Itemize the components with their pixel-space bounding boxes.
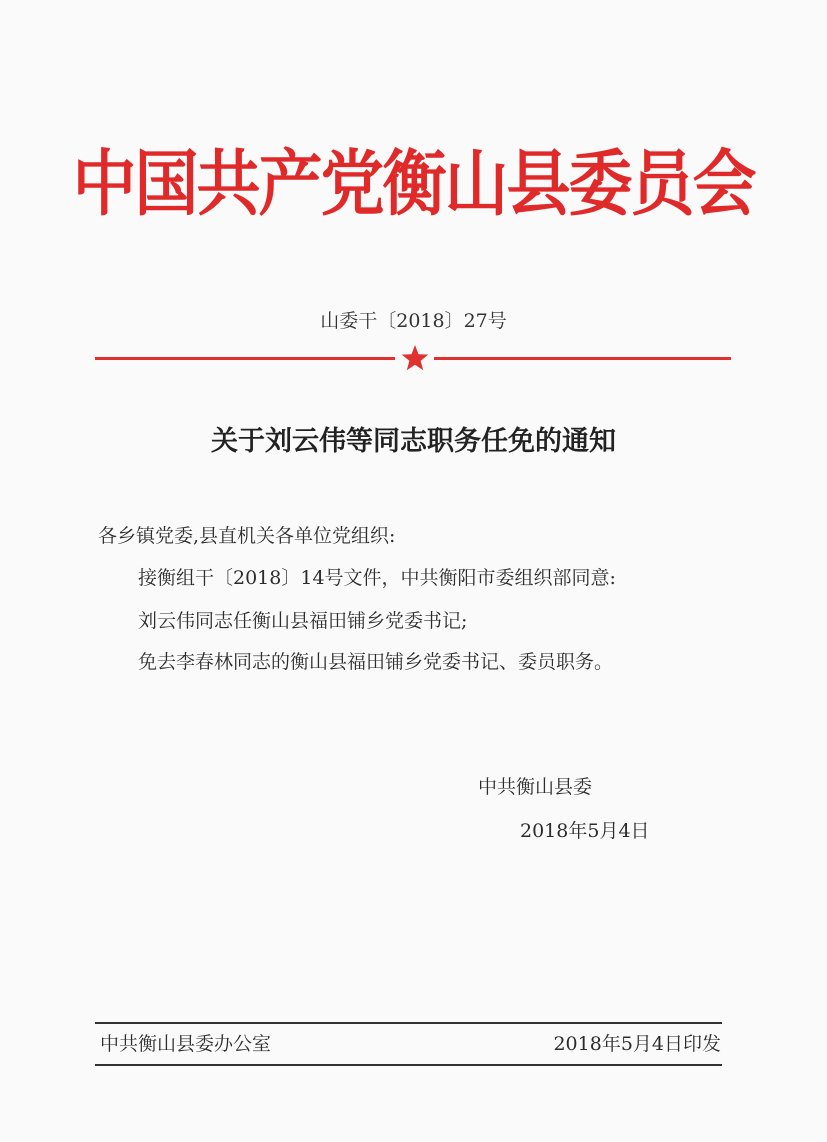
footer-issuer: 中共衡山县委办公室 (100, 1033, 272, 1055)
body-paragraph: 刘云伟同志任衡山县福田铺乡党委书记; (138, 610, 468, 632)
signature-date: 2018年5月4日 (520, 820, 650, 842)
red-divider-left (95, 357, 395, 360)
body-paragraph: 免去李春林同志的衡山县福田铺乡党委书记、委员职务。 (138, 651, 614, 673)
addressee: 各乡镇党委,县直机关各单位党组织: (98, 525, 396, 547)
footer-divider-top (95, 1022, 722, 1024)
document-title: 关于刘云伟等同志职务任免的通知 (211, 426, 616, 457)
footer-divider-bottom (95, 1064, 722, 1066)
signature-signer: 中共衡山县委 (478, 776, 593, 798)
body-paragraph: 接衡组干〔2018〕14号文件，中共衡阳市委组织部同意: (138, 567, 616, 589)
masthead: 中国共产党衡山县委员会 (72, 143, 755, 227)
red-divider-right (434, 357, 731, 360)
star-icon (400, 343, 430, 373)
footer-issue-date: 2018年5月4日印发 (553, 1033, 721, 1055)
document-number: 山委干〔2018〕27号 (320, 310, 507, 332)
